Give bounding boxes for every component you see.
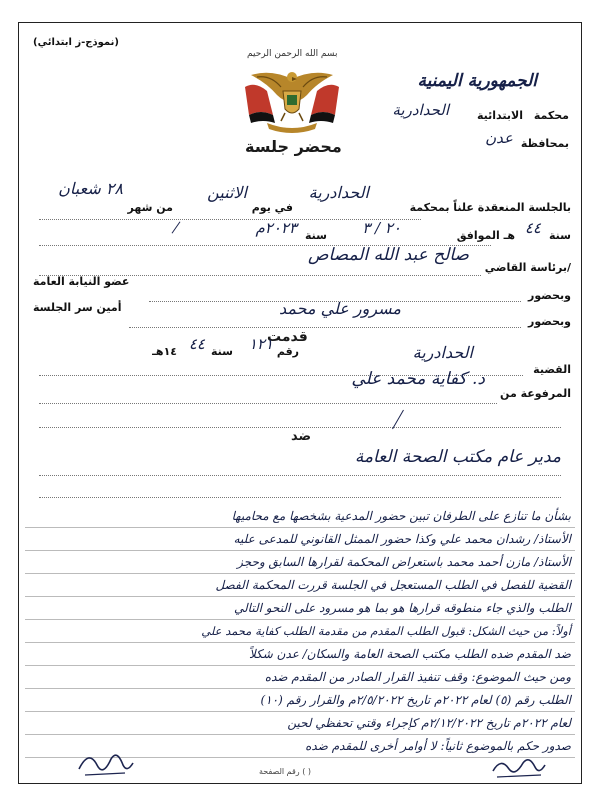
governorate-name: عدن xyxy=(485,129,513,147)
greg-year-label: سنة xyxy=(305,229,327,242)
presented-heading: قدمت xyxy=(267,329,308,345)
year-label: سنة xyxy=(549,229,571,242)
slash-mark xyxy=(172,221,181,233)
greg-year: ٢٠٢٣م xyxy=(255,219,297,237)
body-line: صدور حكم بالموضوع ثانياً: لا أوامر أخرى للمقدم ضده xyxy=(305,739,571,753)
court-name: الحدادرية xyxy=(392,101,449,119)
attend2-label: وبحضور xyxy=(528,315,571,328)
body-line: بشأن ما تنازع على الطرفان تبين حضور المدعية بشخصها مع محاميها xyxy=(231,509,571,523)
against-label: ضد xyxy=(291,429,312,444)
basmala: بسم الله الرحمن الرحيم xyxy=(247,49,338,59)
signature-left-icon xyxy=(75,745,135,779)
day-label: في يوم xyxy=(251,201,293,214)
governorate-label: بمحافظة xyxy=(520,137,569,150)
yemen-eagle-emblem-icon xyxy=(237,65,347,137)
body-line: الأستاذ/ مازن أحمد محمد باستعراض المحكمة لقرارها السابق وحجز xyxy=(237,555,571,569)
session-day: الاثنين xyxy=(207,183,247,202)
prosecution-label: عضو النيابة العامة xyxy=(33,275,130,288)
case-court: الحدادرية xyxy=(412,343,473,362)
body-line: الأستاذ/ رشدان محمد علي وكذا حضور الممثل القانوني للمدعى عليه xyxy=(233,532,571,546)
hijri-day-month: ٢٨ شعبان xyxy=(58,179,123,198)
body-line: القضية للفصل في الطلب المستعجل في الجلسة قررت المحكمة الفصل xyxy=(215,578,571,592)
case-number: ١٢١ xyxy=(248,335,273,353)
judge-name: صالح عبد الله المصاص xyxy=(307,245,469,265)
republic-name: الجمهورية اليمنية xyxy=(417,71,537,91)
case-year: ٤٤ xyxy=(188,335,205,353)
body-line: ضد المقدم ضده الطلب مكتب الصحة العامة والسكان/ عدن شكلاً xyxy=(249,647,571,661)
clerk-label: أمين سر الجلسة xyxy=(33,301,122,314)
body-line: ومن حيث الموضوع: وقف تنفيذ القرار الصادر من المقدم ضده xyxy=(264,670,571,684)
form-code: (نموذج-ز ابتدائي) xyxy=(33,37,119,48)
hijri-year: ٤٤ xyxy=(524,219,541,237)
form-page xyxy=(18,22,582,784)
case-year-label: سنة xyxy=(211,345,233,358)
primary-label: الابتدائية xyxy=(477,109,523,122)
filed-by-name: د. كفاية محمد علي xyxy=(351,369,485,389)
case-number-label: رقم xyxy=(276,345,299,358)
body-line: الطلب والذي جاء منطوقه قرارها هو بما هو مسرود على النحو التالي xyxy=(234,601,571,615)
session-court: الحدادرية xyxy=(308,183,369,202)
clerk-name: مسرور علي محمد xyxy=(278,299,401,318)
month-label: من شهر xyxy=(127,201,173,214)
session-body xyxy=(25,503,575,765)
case-label: القضية xyxy=(533,363,571,376)
case-year-suffix: ١٤هـ xyxy=(152,345,177,358)
body-line: الطلب رقم (٥) لعام ٢٠٢٢م تاريخ ٢/٥/٢٠٢٢م والقرار رقم (١٠) xyxy=(260,693,571,707)
defendant-name: مدير عام مكتب الصحة العامة xyxy=(354,447,561,467)
session-held-label: بالجلسة المنعقدة علناً بمحكمة xyxy=(409,201,571,214)
body-line: أولاً: من حيث الشكل: قبول الطلب المقدم من مقدمة الطلب كفاية محمد علي xyxy=(201,624,571,638)
body-line: لعام ٢٠٢٢م تاريخ ٢/١٢/٢٠٢٢م كإجراء وقتي تحفظي لحين xyxy=(287,716,571,730)
filed-by-label: المرفوعة من xyxy=(500,387,571,400)
doc-title: محضر جلسة xyxy=(245,137,342,156)
greg-date: ٢٠ / ٣ xyxy=(362,219,401,237)
attend1-label: وبحضور xyxy=(528,289,571,302)
signature-right-icon xyxy=(489,751,549,781)
hijri-label: هـ الموافق xyxy=(456,229,515,242)
judge-label: برئاسة القاضي/ xyxy=(484,261,571,274)
court-label: محكمة xyxy=(533,109,569,122)
page-number-label: رقم الصفحة ( ) xyxy=(259,767,311,776)
